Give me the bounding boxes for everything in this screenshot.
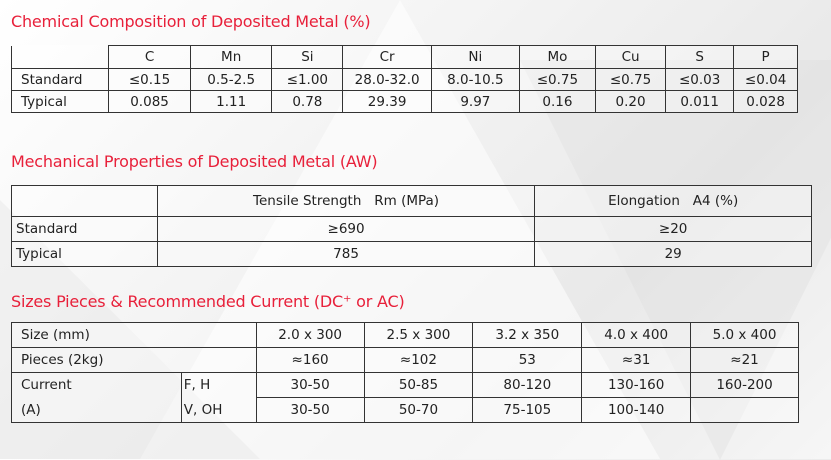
pieces-label: Pieces (2kg) — [12, 348, 257, 373]
table-cell: 0.5-2.5 — [190, 69, 272, 91]
chemical-composition-title: Chemical Composition of Deposited Metal (%) — [11, 12, 371, 31]
corner-cell — [12, 186, 158, 217]
table-cell: ≤1.00 — [272, 69, 343, 91]
element-header: C — [109, 46, 191, 69]
table-row — [12, 242, 812, 267]
element-header: Mn — [190, 46, 272, 69]
table-header-row — [12, 186, 812, 217]
pieces-cell: 53 — [473, 348, 582, 373]
size-cell: 2.5 x 300 — [364, 323, 473, 348]
table-cell: ≥690 — [157, 217, 535, 242]
size-cell: 3.2 x 350 — [473, 323, 582, 348]
current-cell: 75-105 — [473, 398, 582, 423]
table-cell: 28.0-32.0 — [343, 69, 432, 91]
element-header: S — [666, 46, 734, 69]
element-header: Cu — [596, 46, 666, 69]
table-row — [12, 398, 799, 423]
table-cell: ≤0.15 — [109, 69, 191, 91]
table-cell: ≤0.75 — [519, 69, 595, 91]
table-row — [12, 69, 798, 91]
table-cell: ≤0.03 — [666, 69, 734, 91]
table-cell: 8.0-10.5 — [431, 69, 519, 91]
current-cell: 50-85 — [364, 373, 473, 398]
position-label: F, H — [181, 373, 256, 398]
table-cell: 0.085 — [109, 91, 191, 113]
table-row — [12, 373, 799, 398]
table-cell: 0.20 — [596, 91, 666, 113]
table-header-row — [12, 46, 798, 69]
element-header: Ni — [431, 46, 519, 69]
table-row — [12, 348, 799, 373]
current-unit: (A) — [12, 398, 182, 423]
pieces-cell: ≈31 — [582, 348, 691, 373]
table-row — [12, 91, 798, 113]
row-label: Typical — [12, 242, 158, 267]
size-cell: 2.0 x 300 — [256, 323, 364, 348]
mechanical-properties-table — [11, 185, 812, 267]
row-label: Standard — [12, 69, 109, 91]
current-cell: 130-160 — [582, 373, 691, 398]
table-cell: 9.97 — [431, 91, 519, 113]
pieces-cell: ≈21 — [691, 348, 799, 373]
element-header: Mo — [519, 46, 595, 69]
current-cell: 160-200 — [691, 373, 799, 398]
row-label: Typical — [12, 91, 109, 113]
sizes-current-table — [11, 322, 799, 423]
table-cell: 29 — [535, 242, 812, 267]
corner-cell — [12, 46, 109, 69]
mechanical-properties-title: Mechanical Properties of Deposited Metal (AW) — [11, 152, 378, 171]
row-label: Standard — [12, 217, 158, 242]
pieces-cell: ≈102 — [364, 348, 473, 373]
table-cell: 1.11 — [190, 91, 272, 113]
chemical-composition-table — [11, 45, 798, 113]
sizes-current-title: Sizes Pieces & Recommended Current (DC⁺ or AC) — [11, 292, 405, 311]
table-cell: 0.011 — [666, 91, 734, 113]
table-cell: 0.16 — [519, 91, 595, 113]
table-cell: 29.39 — [343, 91, 432, 113]
table-cell: ≥20 — [535, 217, 812, 242]
current-cell: 80-120 — [473, 373, 582, 398]
element-header: P — [734, 46, 798, 69]
table-cell: 0.78 — [272, 91, 343, 113]
table-row — [12, 217, 812, 242]
current-label: Current — [12, 373, 182, 398]
size-cell: 5.0 x 400 — [691, 323, 799, 348]
current-cell — [691, 398, 799, 423]
size-cell: 4.0 x 400 — [582, 323, 691, 348]
pieces-cell: ≈160 — [256, 348, 364, 373]
table-row — [12, 323, 799, 348]
table-cell: ≤0.75 — [596, 69, 666, 91]
element-header: Si — [272, 46, 343, 69]
current-cell: 30-50 — [256, 373, 364, 398]
table-cell: 785 — [157, 242, 535, 267]
current-cell: 50-70 — [364, 398, 473, 423]
table-cell: ≤0.04 — [734, 69, 798, 91]
element-header: Cr — [343, 46, 432, 69]
column-header: Tensile Strength Rm (MPa) — [157, 186, 535, 217]
position-label: V, OH — [181, 398, 256, 423]
column-header: Elongation A4 (%) — [535, 186, 812, 217]
size-label: Size (mm) — [12, 323, 257, 348]
current-cell: 30-50 — [256, 398, 364, 423]
table-cell: 0.028 — [734, 91, 798, 113]
current-cell: 100-140 — [582, 398, 691, 423]
